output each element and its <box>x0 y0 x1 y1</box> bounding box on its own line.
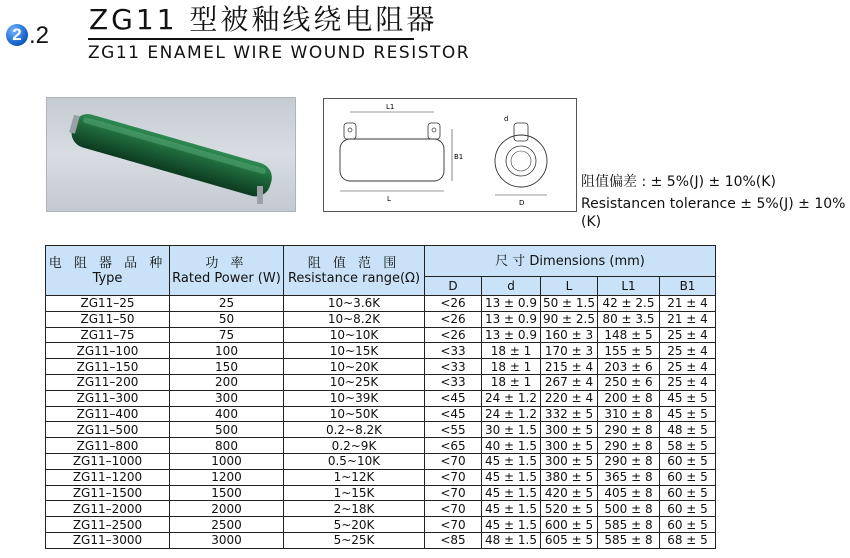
table-cell: 13 ± 0.9 <box>482 296 541 312</box>
table-cell: 25 <box>170 296 284 312</box>
table-cell: ZG11–1000 <box>46 453 170 469</box>
table-cell: ZG11–3000 <box>46 532 170 548</box>
label-l: L <box>387 195 391 203</box>
table-cell: 18 ± 1 <box>482 359 541 375</box>
label-d-big: D <box>519 199 525 207</box>
table-cell: 13 ± 0.9 <box>482 327 541 343</box>
table-cell: 160 ± 3 <box>541 327 598 343</box>
table-row <box>46 296 716 312</box>
table-cell: 25 ± 4 <box>660 343 716 359</box>
section-number-suffix: .2 <box>29 22 50 49</box>
table-cell: 215 ± 4 <box>541 359 598 375</box>
resistor-photo-illustration <box>47 98 295 211</box>
table-cell: 24 ± 1.2 <box>482 390 541 406</box>
table-cell: 100 <box>170 343 284 359</box>
table-cell: 585 ± 8 <box>598 532 660 548</box>
table-cell: 1~15K <box>284 485 425 501</box>
table-cell: <33 <box>425 343 482 359</box>
page-title-english: ZG11 ENAMEL WIRE WOUND RESISTOR <box>88 43 471 63</box>
table-cell: 18 ± 1 <box>482 374 541 390</box>
table-row <box>46 453 716 469</box>
table-cell: ZG11–2500 <box>46 517 170 533</box>
dimension-drawing <box>323 98 577 212</box>
table-cell: ZG11–100 <box>46 343 170 359</box>
table-row <box>46 311 716 327</box>
table-cell: 30 ± 1.5 <box>482 422 541 438</box>
header-power-cn: 功 率 <box>205 255 248 271</box>
page-title-chinese: ZG11 型被釉线绕电阻器 <box>89 3 438 36</box>
table-cell: 5~20K <box>284 517 425 533</box>
table-cell: 60 ± 5 <box>660 469 716 485</box>
table-cell: 290 ± 8 <box>598 453 660 469</box>
label-l1: L1 <box>386 103 395 111</box>
label-b1: B1 <box>454 153 464 161</box>
table-row <box>46 469 716 485</box>
table-cell: 80 ± 3.5 <box>598 311 660 327</box>
tolerance-english: Resistancen tolerance ± 5%(J) ± 10%(K) <box>581 196 846 230</box>
table-row <box>46 406 716 422</box>
table-cell: <33 <box>425 359 482 375</box>
table-cell: 45 ± 1.5 <box>482 501 541 517</box>
table-cell: 200 ± 8 <box>598 390 660 406</box>
table-cell: 90 ± 2.5 <box>541 311 598 327</box>
table-cell: 21 ± 4 <box>660 311 716 327</box>
table-cell: 42 ± 2.5 <box>598 296 660 312</box>
table-cell: 13 ± 0.9 <box>482 311 541 327</box>
table-cell: 10~25K <box>284 374 425 390</box>
table-cell: 0.2~8.2K <box>284 422 425 438</box>
table-row <box>46 517 716 533</box>
subheader-l: L <box>541 277 598 296</box>
table-cell: 400 <box>170 406 284 422</box>
header-type-en: Type <box>92 270 123 286</box>
title-underline <box>88 38 414 40</box>
table-row <box>46 359 716 375</box>
table-cell: 48 ± 1.5 <box>482 532 541 548</box>
table-cell: 203 ± 6 <box>598 359 660 375</box>
table-cell: 290 ± 8 <box>598 422 660 438</box>
label-d-small: d <box>504 115 509 123</box>
table-cell: 50 <box>170 311 284 327</box>
table-cell: <26 <box>425 327 482 343</box>
table-cell: 25 ± 4 <box>660 359 716 375</box>
table-cell: 40 ± 1.5 <box>482 438 541 454</box>
table-row <box>46 374 716 390</box>
header-power <box>170 246 284 296</box>
table-cell: 25 ± 4 <box>660 327 716 343</box>
table-cell: 500 <box>170 422 284 438</box>
table-cell: <45 <box>425 406 482 422</box>
table-cell: ZG11–50 <box>46 311 170 327</box>
dimension-drawing-svg <box>324 99 576 211</box>
table-cell: 2~18K <box>284 501 425 517</box>
table-cell: 2000 <box>170 501 284 517</box>
table-cell: 45 ± 1.5 <box>482 469 541 485</box>
table-cell: 1200 <box>170 469 284 485</box>
subheader-d: d <box>482 277 541 296</box>
header-range-cn: 阻 值 范 围 <box>307 255 401 271</box>
table-row <box>46 501 716 517</box>
table-cell: <65 <box>425 438 482 454</box>
table-cell: 45 ± 5 <box>660 406 716 422</box>
table-row <box>46 343 716 359</box>
table-cell: 10~8.2K <box>284 311 425 327</box>
product-photo <box>46 97 296 212</box>
table-cell: 405 ± 8 <box>598 485 660 501</box>
table-cell: 68 ± 5 <box>660 532 716 548</box>
table-cell: 150 <box>170 359 284 375</box>
table-cell: 148 ± 5 <box>598 327 660 343</box>
table-row <box>46 390 716 406</box>
table-cell: 605 ± 5 <box>541 532 598 548</box>
table-row <box>46 327 716 343</box>
table-cell: 45 ± 5 <box>660 390 716 406</box>
table-cell: <70 <box>425 453 482 469</box>
table-cell: 155 ± 5 <box>598 343 660 359</box>
table-cell: 1~12K <box>284 469 425 485</box>
table-cell: 10~50K <box>284 406 425 422</box>
subheader-d: D <box>425 277 482 296</box>
table-cell: <85 <box>425 532 482 548</box>
table-cell: 220 ± 4 <box>541 390 598 406</box>
table-cell: 800 <box>170 438 284 454</box>
table-cell: 60 ± 5 <box>660 517 716 533</box>
specification-table <box>45 245 716 549</box>
table-cell: 45 ± 1.5 <box>482 453 541 469</box>
table-cell: 60 ± 5 <box>660 453 716 469</box>
table-row <box>46 485 716 501</box>
table-cell: 0.5~10K <box>284 453 425 469</box>
table-row <box>46 438 716 454</box>
table-cell: 200 <box>170 374 284 390</box>
header-range-en: Resistance range(Ω) <box>287 270 421 286</box>
header-type-cn: 电 阻 器 品 种 <box>48 255 167 271</box>
table-cell: 300 <box>170 390 284 406</box>
table-cell: ZG11–400 <box>46 406 170 422</box>
table-cell: 0.2~9K <box>284 438 425 454</box>
table-cell: 10~3.6K <box>284 296 425 312</box>
table-cell: 45 ± 1.5 <box>482 517 541 533</box>
table-cell: 10~10K <box>284 327 425 343</box>
table-cell: <26 <box>425 311 482 327</box>
table-cell: 60 ± 5 <box>660 485 716 501</box>
table-cell: 25 ± 4 <box>660 374 716 390</box>
table-cell: 10~39K <box>284 390 425 406</box>
table-cell: 21 ± 4 <box>660 296 716 312</box>
table-cell: 585 ± 8 <box>598 517 660 533</box>
header-dimensions: 尺 寸 Dimensions (mm) <box>425 246 716 277</box>
table-cell: ZG11–2000 <box>46 501 170 517</box>
tolerance-chinese: 阻值偏差 : ± 5%(J) ± 10%(K) <box>581 174 776 190</box>
table-cell: 3000 <box>170 532 284 548</box>
section-number-badge: 2 <box>6 24 28 46</box>
table-cell: ZG11–200 <box>46 374 170 390</box>
table-cell: 300 ± 5 <box>541 438 598 454</box>
table-cell: 267 ± 4 <box>541 374 598 390</box>
table-cell: ZG11–500 <box>46 422 170 438</box>
table-cell: <70 <box>425 501 482 517</box>
table-cell: 24 ± 1.2 <box>482 406 541 422</box>
table-cell: ZG11–300 <box>46 390 170 406</box>
table-cell: 5~25K <box>284 532 425 548</box>
table-cell: <33 <box>425 374 482 390</box>
table-cell: <70 <box>425 485 482 501</box>
table-cell: 60 ± 5 <box>660 501 716 517</box>
table-cell: <55 <box>425 422 482 438</box>
table-cell: ZG11–150 <box>46 359 170 375</box>
header-power-en: Rated Power (W) <box>172 270 281 286</box>
table-cell: <70 <box>425 517 482 533</box>
table-cell: 310 ± 8 <box>598 406 660 422</box>
table-row <box>46 422 716 438</box>
table-cell: 50 ± 1.5 <box>541 296 598 312</box>
table-row <box>46 532 716 548</box>
table-cell: <70 <box>425 469 482 485</box>
table-cell: 18 ± 1 <box>482 343 541 359</box>
table-cell: 380 ± 5 <box>541 469 598 485</box>
table-cell: 10~15K <box>284 343 425 359</box>
table-cell: ZG11–25 <box>46 296 170 312</box>
table-cell: 170 ± 3 <box>541 343 598 359</box>
table-cell: 45 ± 1.5 <box>482 485 541 501</box>
header-type <box>46 246 170 296</box>
header-range <box>284 246 425 296</box>
table-cell: ZG11–800 <box>46 438 170 454</box>
subheader-b1: B1 <box>660 277 716 296</box>
table-cell: 250 ± 6 <box>598 374 660 390</box>
table-cell: 2500 <box>170 517 284 533</box>
table-cell: 48 ± 5 <box>660 422 716 438</box>
table-cell: 10~20K <box>284 359 425 375</box>
table-cell: <26 <box>425 296 482 312</box>
table-cell: 500 ± 8 <box>598 501 660 517</box>
table-cell: 290 ± 8 <box>598 438 660 454</box>
table-cell: ZG11–1500 <box>46 485 170 501</box>
table-cell: 365 ± 8 <box>598 469 660 485</box>
table-cell: 600 ± 5 <box>541 517 598 533</box>
table-cell: 58 ± 5 <box>660 438 716 454</box>
table-cell: 1000 <box>170 453 284 469</box>
table-cell: <45 <box>425 390 482 406</box>
table-cell: ZG11–75 <box>46 327 170 343</box>
table-cell: 300 ± 5 <box>541 453 598 469</box>
table-cell: 300 ± 5 <box>541 422 598 438</box>
table-cell: 332 ± 5 <box>541 406 598 422</box>
table-cell: 420 ± 5 <box>541 485 598 501</box>
table-cell: 520 ± 5 <box>541 501 598 517</box>
subheader-l1: L1 <box>598 277 660 296</box>
table-cell: ZG11–1200 <box>46 469 170 485</box>
table-cell: 75 <box>170 327 284 343</box>
table-cell: 1500 <box>170 485 284 501</box>
